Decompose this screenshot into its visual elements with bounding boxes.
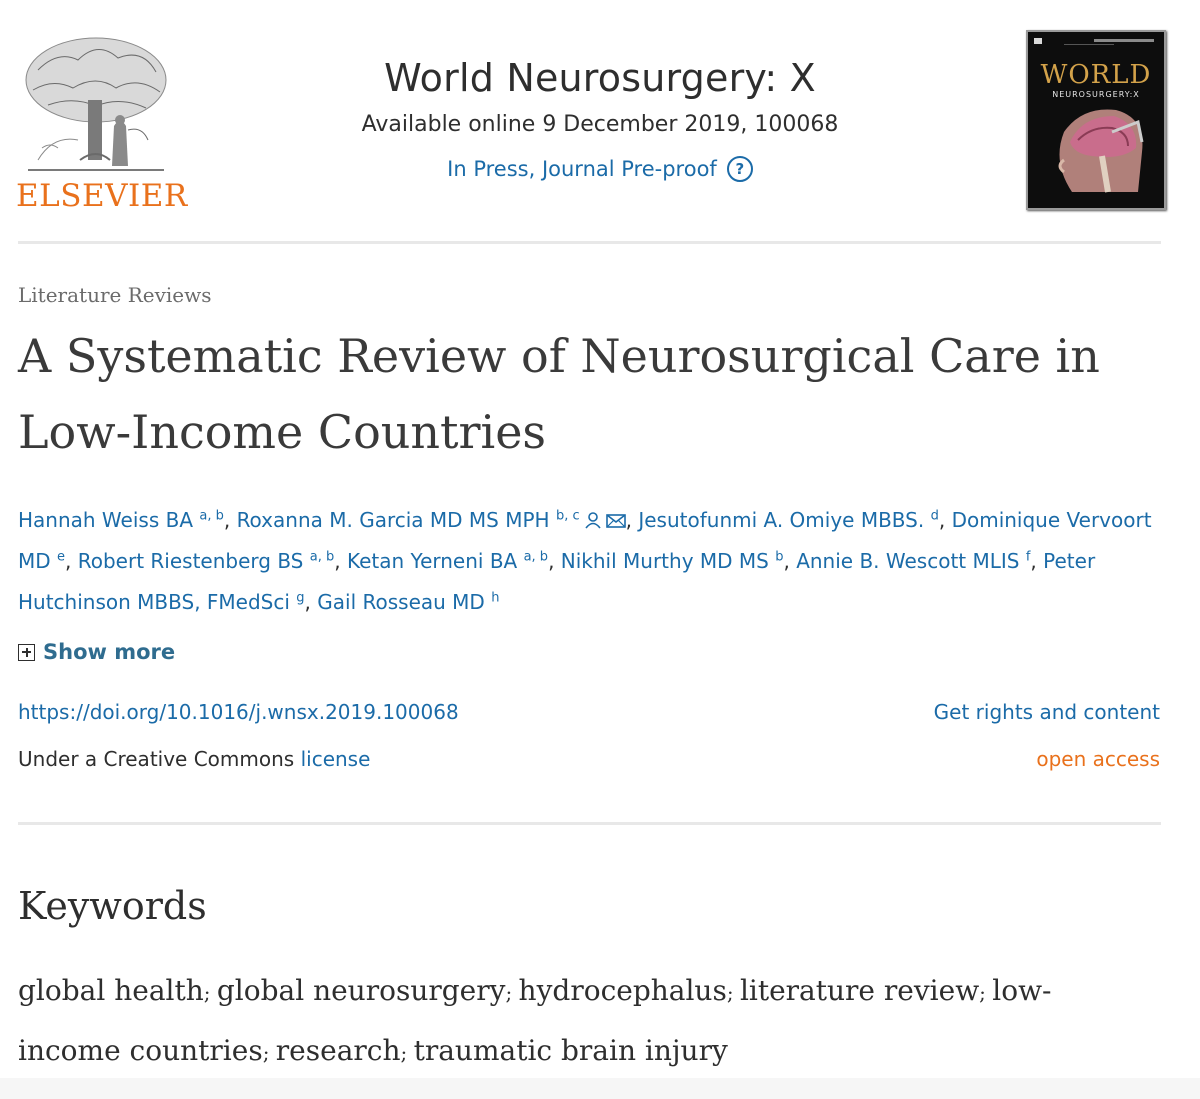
keyword: literature review bbox=[739, 974, 980, 1007]
keyword: global health bbox=[18, 974, 204, 1007]
keyword: global neurosurgery bbox=[216, 974, 506, 1007]
header-divider bbox=[18, 241, 1161, 244]
keyword: research bbox=[275, 1034, 401, 1067]
journal-cover[interactable] bbox=[1026, 30, 1166, 210]
show-more-button[interactable] bbox=[18, 640, 175, 664]
cover-subtitle: NEUROSURGERY:X bbox=[1052, 90, 1140, 99]
journal-header bbox=[300, 50, 900, 186]
journal-title[interactable]: World Neurosurgery: X bbox=[384, 56, 816, 100]
plus-box-icon bbox=[18, 644, 35, 661]
author-link[interactable]: Robert Riestenberg BS $^{a, b}$ bbox=[77, 549, 335, 573]
author-link[interactable]: Dominique Vervoort MD $^e$ bbox=[18, 508, 1152, 573]
author-link[interactable]: Gail Rosseau MD $^h$ bbox=[317, 590, 500, 614]
license-link[interactable]: license bbox=[300, 747, 371, 771]
author-link[interactable]: Jesutofunmi A. Omiye MBBS. $^d$ bbox=[638, 508, 939, 532]
author-list: Hannah Weiss BA $^{a, b}$, Roxanna M. Garcia MD MS MPH $^{b, c}$ , Jesutofunmi A. Omiye MBBS. $^d$, Dominique Vervoort MD $^e$, Robert Riestenberg BS $^{a, b}$, Ketan Yerneni BA $^{a, b}$, Nikhil Murthy MD MS $^b$, Annie B. Wescott MLIS $^f$, Peter Hutchinson MBBS, FMedSci $^g$, Gail Rosseau MD $^h$ bbox=[18, 508, 1152, 614]
mail-icon[interactable] bbox=[606, 513, 626, 529]
keyword: hydrocephalus bbox=[518, 974, 727, 1007]
author-link[interactable]: Hannah Weiss BA $^{a, b}$ bbox=[18, 508, 224, 532]
cover-title: WORLD bbox=[1040, 60, 1152, 90]
keywords-heading: Keywords bbox=[18, 884, 207, 928]
author-link[interactable]: Nikhil Murthy MD MS $^b$ bbox=[560, 549, 784, 573]
cover-header-strip bbox=[1034, 37, 1158, 45]
author-link[interactable]: Roxanna M. Garcia MD MS MPH $^{b, c}$ bbox=[237, 508, 626, 532]
author-link[interactable]: Annie B. Wescott MLIS $^f$ bbox=[796, 549, 1031, 573]
license-prefix: Under a Creative Commons bbox=[18, 747, 295, 771]
elsevier-logo[interactable] bbox=[16, 30, 188, 214]
keyword: low-income countries bbox=[18, 974, 1052, 1067]
show-more-label: Show more bbox=[43, 640, 176, 664]
brain-illustration-icon bbox=[1042, 102, 1152, 194]
get-rights-link[interactable]: Get rights and content bbox=[933, 700, 1160, 724]
author-link[interactable]: Ketan Yerneni BA $^{a, b}$ bbox=[346, 549, 549, 573]
elsevier-wordmark: ELSEVIER bbox=[16, 178, 188, 214]
open-access-badge: open access bbox=[1036, 747, 1160, 771]
article-section-label: Literature Reviews bbox=[18, 283, 212, 307]
press-status-link[interactable]: In Press, Journal Pre-proof bbox=[447, 157, 717, 181]
license-line bbox=[18, 747, 370, 771]
keyword-list: global health; global neurosurgery; hydrocephalus; literature review; low-income countries; research; traumatic brain injury bbox=[18, 974, 1052, 1067]
author-link[interactable]: Peter Hutchinson MBBS, FMedSci $^g$ bbox=[18, 549, 1096, 614]
keyword: traumatic brain injury bbox=[413, 1034, 728, 1067]
question-circle-icon[interactable]: ? bbox=[727, 156, 753, 182]
bottom-fade bbox=[0, 1078, 1200, 1099]
person-icon[interactable] bbox=[584, 511, 602, 529]
tree-scholar-logo-icon bbox=[18, 30, 174, 180]
keywords-divider bbox=[18, 822, 1161, 825]
press-status bbox=[300, 152, 900, 186]
doi-link[interactable]: https://doi.org/10.1016/j.wnsx.2019.100068 bbox=[18, 700, 459, 724]
article-title: A Systematic Review of Neurosurgical Care in Low-Income Countries bbox=[18, 329, 1100, 459]
availability-date: Available online 9 December 2019, 100068 bbox=[361, 112, 839, 137]
